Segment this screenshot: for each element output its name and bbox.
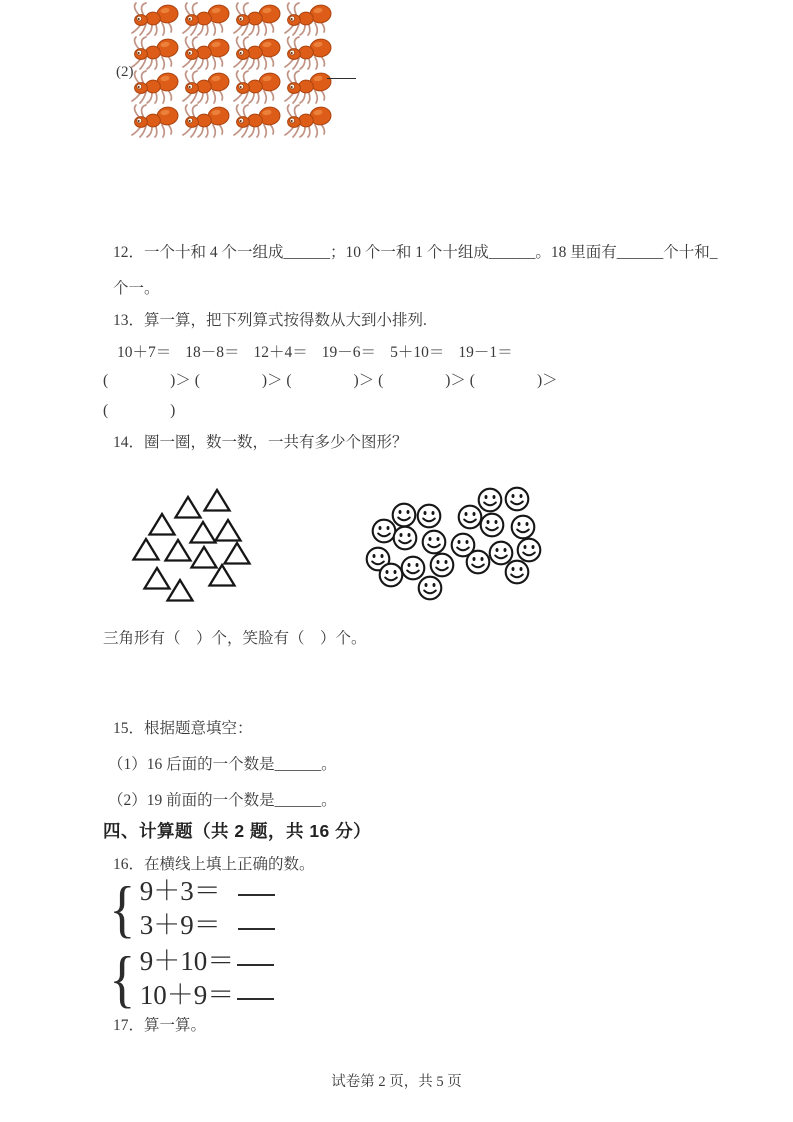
q16-equation-1b <box>140 910 275 942</box>
smiley-face-shape <box>378 562 404 593</box>
triangle-shape <box>202 488 232 518</box>
ant-icon <box>129 36 180 70</box>
ant-icon <box>129 104 180 138</box>
q13-expression: 12＋4＝ <box>253 344 308 361</box>
ant-grid <box>129 2 333 138</box>
ant-icon <box>231 70 282 104</box>
q16-eq1b-text: 3＋9＝ <box>139 909 221 940</box>
q12-line1: 12．一个十和 4 个一组成______；10 个一和 1 个十组成______。18 里面有______个十和_ <box>113 244 718 261</box>
q14-answer-line: 三角形有（ ）个，笑脸有（ ）个。 <box>103 630 367 647</box>
triangle-shape <box>131 537 161 567</box>
ant-answer-blank[interactable] <box>327 78 356 79</box>
q15-prompt: 15．根据题意填空： <box>113 720 253 737</box>
ant-figure-label: (2) <box>116 64 134 80</box>
ant-icon <box>282 36 333 70</box>
ant-icon <box>282 2 333 36</box>
q16-group2 <box>107 942 274 1014</box>
q14-prompt: 14．圈一圈，数一数，一共有多少个图形？ <box>113 434 408 451</box>
q16-blank-2b[interactable] <box>237 998 274 1000</box>
q13-compare-line2: ( ) <box>103 402 176 419</box>
ant-icon <box>180 70 231 104</box>
smiley-face-shape <box>417 575 443 606</box>
ant-icon <box>231 2 282 36</box>
q16-blank-2a[interactable] <box>237 964 274 966</box>
q13-prompt: 13．算一算，把下列算式按得数从大到小排列. <box>113 312 427 329</box>
ant-icon <box>180 2 231 36</box>
q14-figure <box>0 482 793 622</box>
ant-icon <box>282 104 333 138</box>
q16-equation-2b <box>140 980 275 1012</box>
q13-expression: 19－1＝ <box>458 344 513 361</box>
page-footer: 试卷第 2 页，共 5 页 <box>331 1074 462 1090</box>
ant-icon <box>282 70 333 104</box>
triangle-cluster <box>130 482 270 612</box>
q13-expression: 19－6＝ <box>321 344 377 361</box>
q16-eq2a-text: 9＋10＝ <box>139 946 235 976</box>
q12-line2: 个一。 <box>113 280 160 297</box>
q15-item1: （1）16 后面的一个数是______。 <box>108 756 337 773</box>
q13-expression: 5＋10＝ <box>390 344 445 361</box>
left-brace: { <box>109 942 136 1014</box>
left-brace: { <box>109 872 136 944</box>
smiley-face-shape <box>392 525 418 556</box>
ant-icon <box>129 70 180 104</box>
q13-expression: 18－8＝ <box>185 344 240 361</box>
q16-eq2b-text: 10＋9＝ <box>139 979 235 1010</box>
ant-icon <box>180 36 231 70</box>
q13-expressions <box>117 340 513 362</box>
q16-equation-2a <box>140 946 275 978</box>
ant-icon <box>180 104 231 138</box>
section4-title: 四、计算题（共 2 题，共 16 分） <box>103 821 372 841</box>
q16-eq1a-text: 9＋3＝ <box>139 876 221 906</box>
q16-equation-1a <box>140 876 275 908</box>
q15-item2: （2）19 前面的一个数是______。 <box>108 792 337 809</box>
q16-group1 <box>107 872 275 944</box>
q13-expression: 10＋7＝ <box>117 344 172 361</box>
q16-blank-1b[interactable] <box>238 928 275 930</box>
q17-prompt: 17．算一算。 <box>113 1017 207 1034</box>
ant-icon <box>129 2 180 36</box>
q16-prompt: 16．在横线上填上正确的数。 <box>113 856 315 873</box>
triangle-shape <box>165 578 195 608</box>
smiley-face-shape <box>504 559 530 590</box>
smiley-face-shape <box>504 486 530 517</box>
q13-compare-line1: ( )＞ ( )＞ ( )＞ ( )＞ ( )＞ <box>103 372 558 389</box>
smiley-face-shape <box>465 549 491 580</box>
ant-icon <box>231 36 282 70</box>
q16-blank-1a[interactable] <box>238 894 275 896</box>
triangle-shape <box>207 563 237 593</box>
smiley-cluster <box>365 485 555 610</box>
ant-icon <box>231 104 282 138</box>
ant-figure <box>0 0 793 140</box>
smiley-face-shape <box>479 512 505 543</box>
